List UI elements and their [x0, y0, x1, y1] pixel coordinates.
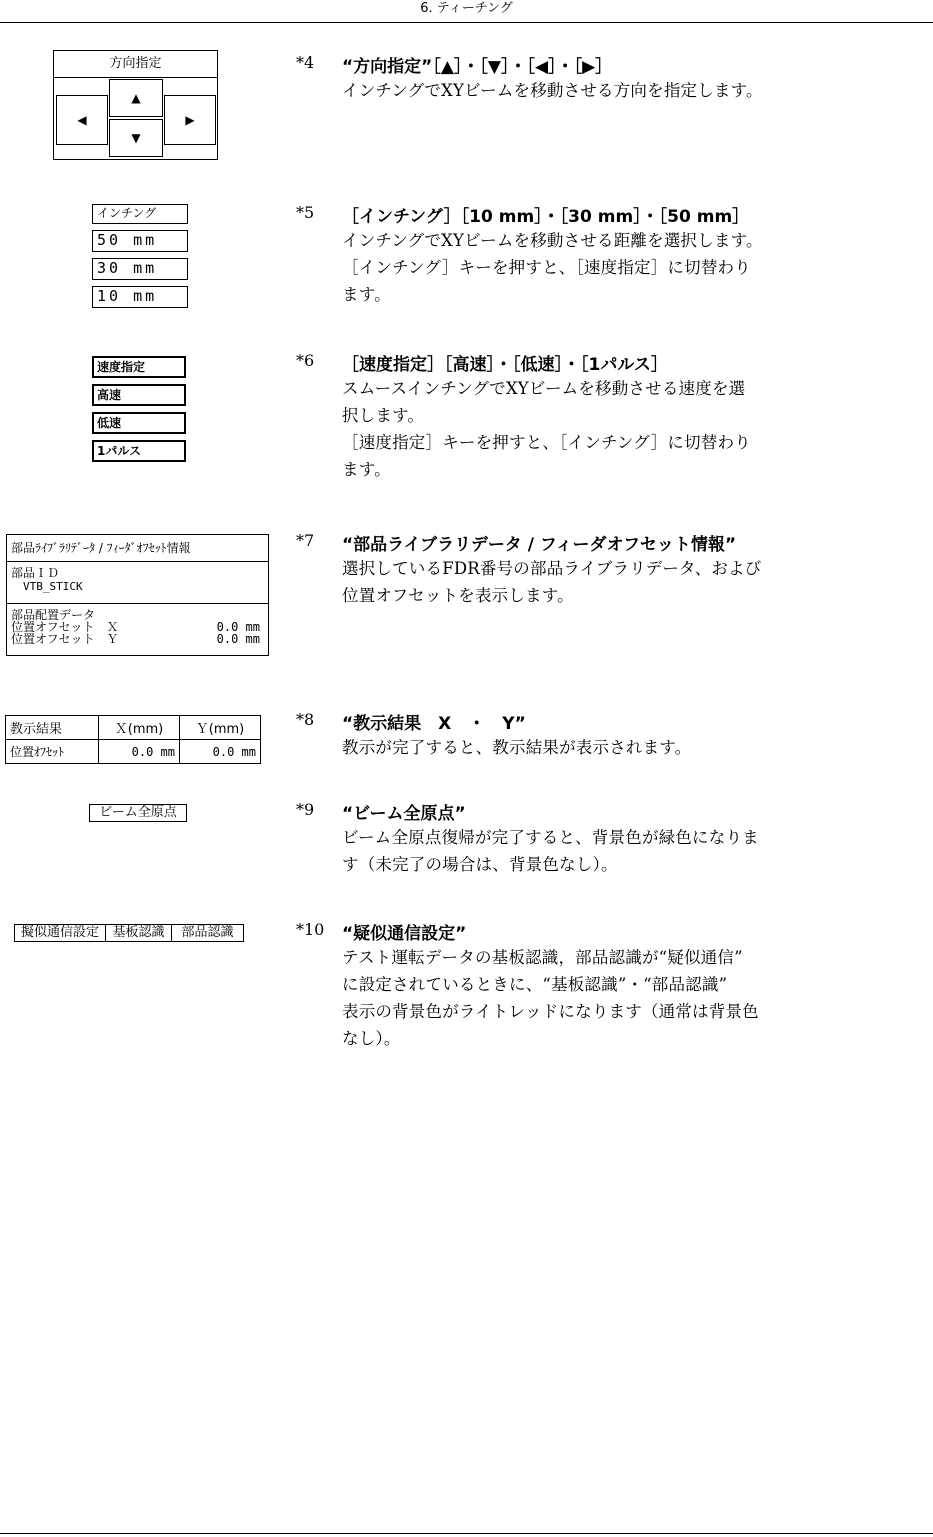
table-header-row — [6, 716, 261, 740]
direction-panel — [53, 50, 218, 160]
board-recognition-indicator: 基板認識 — [106, 924, 172, 942]
item-number: *8 — [296, 710, 315, 729]
item-text-line: ［インチング］キーを押すと、［速度指定］に切替わり — [342, 258, 751, 277]
speed-high-button[interactable]: 高速 — [92, 384, 186, 406]
library-panel-title: 部品ﾗｲﾌﾞﾗﾘﾃﾞｰﾀ / ﾌｨｰﾀﾞｵﾌｾｯﾄ情報 — [7, 535, 268, 562]
item-number: *4 — [296, 53, 315, 72]
right-arrow-icon: ▶ — [185, 113, 195, 127]
left-arrow-icon: ◀ — [77, 113, 87, 127]
table-cell: 0.0 mm — [180, 740, 261, 764]
item-title: ［インチング］［10 mm］・［30 mm］・［50 mm］ — [342, 207, 750, 227]
offset-section — [7, 605, 268, 655]
item-text-line: ビーム全原点復帰が完了すると、背景色が緑色になりま — [342, 828, 759, 847]
table-cell: 0.0 mm — [99, 740, 180, 764]
item-number: *6 — [296, 351, 315, 370]
item-title: “教示結果 X ・ Y” — [342, 714, 526, 734]
library-panel — [6, 534, 269, 656]
table-row — [6, 740, 261, 764]
offset-x-value: 0.0 mm — [216, 620, 260, 634]
direction-panel-title: 方向指定 — [54, 51, 217, 78]
item-title: “部品ライブラリデータ / フィーダオフセット情報” — [342, 535, 736, 555]
beam-origin-indicator: ビーム全原点 — [89, 804, 187, 822]
inching-30mm-button[interactable]: 30 mm — [92, 258, 188, 280]
item-text-line: 選択しているFDR番号の部品ライブラリデータ、および — [342, 559, 762, 578]
offset-y-label: 位置オフセット Ｙ — [11, 632, 119, 646]
item-number: *5 — [296, 203, 315, 222]
speed-1pulse-button[interactable]: 1パルス — [92, 440, 186, 462]
table-header: Ｘ(mm) — [99, 716, 180, 740]
item-number: *10 — [296, 920, 325, 939]
item-text-line: インチングでXYビームを移動させる方向を指定します。 — [342, 81, 763, 100]
placement-label: 部品配置データ — [11, 608, 96, 622]
part-id-label: 部品ＩＤ — [11, 566, 60, 580]
inching-panel — [92, 204, 188, 314]
item-text-line: 教示が完了すると、教示結果が表示されます。 — [342, 738, 692, 757]
item-title: “ビーム全原点” — [342, 804, 466, 824]
inching-10mm-button[interactable]: 10 mm — [92, 286, 188, 308]
down-arrow-icon: ▼ — [131, 131, 141, 145]
item-text-line: なし）。 — [342, 1029, 401, 1048]
item-text-line: ます。 — [342, 460, 391, 479]
item-title: “方向指定”［▲］・［▼］・［◀］・［▶］ — [342, 57, 613, 77]
footer-rule — [0, 1533, 933, 1534]
item-text-line: ます。 — [342, 285, 391, 304]
item-title: ［速度指定］［高速］・［低速］・［1パルス］ — [342, 355, 668, 375]
item-text-line: ［速度指定］キーを押すと、［インチング］に切替わり — [342, 433, 751, 452]
item-text-line: 択します。 — [342, 406, 425, 425]
table-cell: 位置ｵﾌｾｯﾄ — [6, 740, 99, 764]
offset-x-label: 位置オフセット Ｘ — [11, 620, 119, 634]
inching-button[interactable]: インチング — [92, 204, 188, 224]
down-button[interactable] — [109, 119, 163, 157]
offset-y-row — [11, 633, 268, 645]
page-header — [0, 0, 933, 23]
teach-result-table — [5, 715, 261, 764]
up-arrow-icon: ▲ — [131, 91, 141, 105]
item-text-line: す（未完了の場合は、背景色なし）。 — [342, 855, 618, 874]
item-title: “疑似通信設定” — [342, 924, 467, 944]
inching-50mm-button[interactable]: 50 mm — [92, 230, 188, 252]
part-recognition-indicator: 部品認識 — [172, 924, 244, 942]
header-title: 6. ティーチング — [420, 1, 513, 16]
offset-y-value: 0.0 mm — [216, 632, 260, 646]
item-number: *7 — [296, 531, 315, 550]
up-button[interactable] — [109, 79, 163, 117]
speed-low-button[interactable]: 低速 — [92, 412, 186, 434]
speed-panel — [92, 356, 186, 468]
item-text-line: インチングでXYビームを移動させる距離を選択します。 — [342, 231, 763, 250]
pseudo-comm-indicator: 擬似通信設定 — [14, 924, 106, 942]
speed-select-button[interactable]: 速度指定 — [92, 356, 186, 378]
item-text-line: 表示の背景色がライトレッドになります（通常は背景色 — [342, 1002, 759, 1021]
table-header: 教示結果 — [6, 716, 99, 740]
table-header: Ｙ(mm) — [180, 716, 261, 740]
part-id-value: VTB_STICK — [23, 580, 83, 593]
item-text-line: 位置オフセットを表示します。 — [342, 586, 574, 605]
item-number: *9 — [296, 800, 315, 819]
item-text-line: スムースインチングでXYビームを移動させる速度を選 — [342, 379, 746, 398]
left-button[interactable] — [56, 95, 108, 145]
item-text-line: テスト運転データの基板認識，部品認識が“疑似通信” — [342, 948, 743, 967]
comm-status-bar — [14, 924, 244, 942]
part-id-section — [7, 562, 268, 604]
right-button[interactable] — [164, 95, 216, 145]
item-text-line: に設定されているときに、“基板認識”・“部品認識” — [342, 975, 728, 994]
